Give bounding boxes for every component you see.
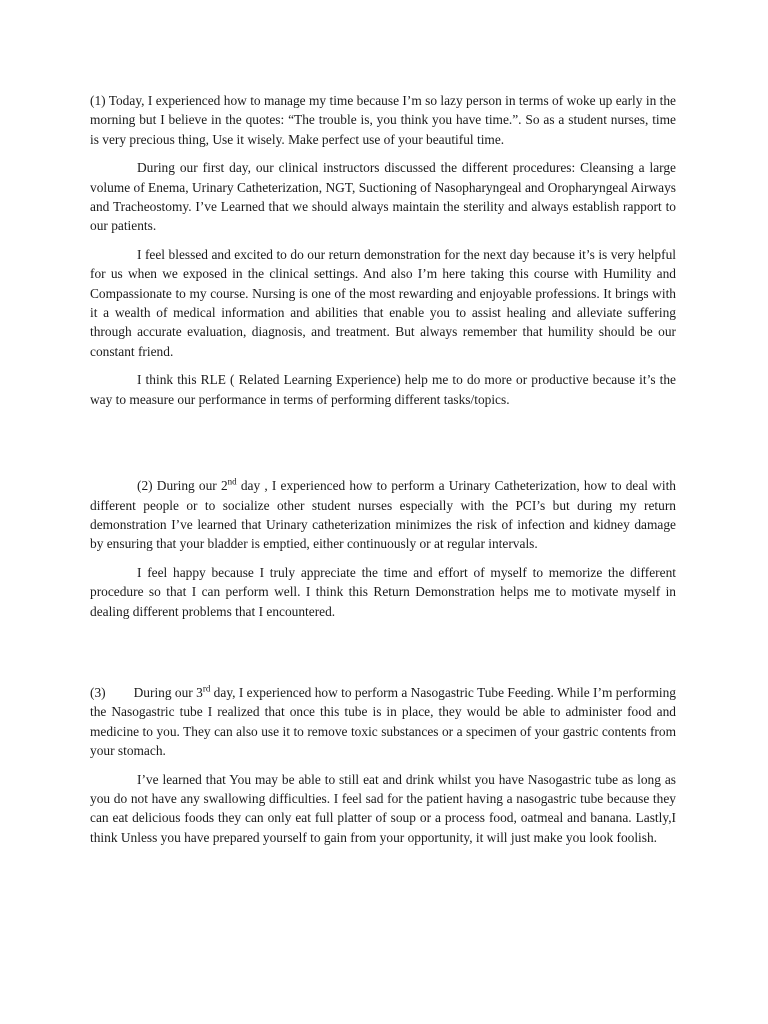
ordinal-suffix: rd bbox=[202, 683, 211, 694]
entry-1-paragraph-1: (1) Today, I experienced how to manage my time because I’m so lazy person in terms of woke up early in the morning but I believe in the quotes: “The trouble is, you think you have time.”. So as a student nurses, time is very precious thing, Use it wisely. Make perfect use of your beautiful time. bbox=[90, 93, 676, 147]
entry-2 bbox=[90, 476, 676, 621]
entry-1-paragraph-2: During our first day, our clinical instructors discussed the different procedures: Cleansing a large volume of Enema, Urinary Catheterization, NGT, Suctioning of Nasopharyngeal and Oropharyngeal Airways and Tracheostomy. I’ve Learned that we should always maintain the sterility and always establish rapport to our patients. bbox=[90, 160, 676, 234]
entry-2-paragraph-1 bbox=[90, 476, 676, 554]
entry-1-paragraph-4: I think this RLE ( Related Learning Experience) help me to do more or productive because it’s the way to measure our performance in terms of performing different tasks/topics. bbox=[90, 372, 676, 407]
entry-3 bbox=[90, 683, 676, 847]
entry-3-number: (3) bbox=[90, 684, 106, 700]
document-page bbox=[90, 91, 676, 847]
entry-3-paragraph-1 bbox=[90, 683, 676, 761]
entry-1 bbox=[90, 91, 676, 409]
entry-1-paragraph-3: I feel blessed and excited to do our return demonstration for the next day because it’s is very helpful for us when we exposed in the clinical settings. And also I’m here taking this course with Humility and Compassionate to my course. Nursing is one of the most rewarding and enjoyable professions. It brings with it a wealth of medical information and abilities that enable you to assist healing and alleviate suffering through accurate evaluation, diagnosis, and treatment. But always remember that humility should be our constant friend. bbox=[90, 246, 676, 359]
entry-3-paragraph-2: I’ve learned that You may be able to still eat and drink whilst you have Nasogastric tube as long as you do not have any swallowing difficulties. I feel sad for the patient having a nasogastric tube because they can eat delicious foods they can only eat full platter of soup or a process food, oatmeal and banana. Lastly,I think Unless you have prepared yourself to gain from your opportunity, it will just make you look foolish. bbox=[90, 771, 676, 845]
entry-3-body: day, I experienced how to perform a Nasogastric Tube Feeding. While I’m performing the Nasogastric tube I realized that once this tube is in place, they would be able to administer food and medicine to you. They can also use it to remove toxic substances or a specimen of your gastric contents from your stomach. bbox=[90, 684, 676, 759]
entry-2-lead: (2) During our 2 bbox=[137, 478, 228, 494]
entry-2-paragraph-2: I feel happy because I truly appreciate the time and effort of myself to memorize the different procedure so that I can perform well. I think this Return Demonstration helps me to motivate myself in dealing different problems that I encountered. bbox=[90, 564, 676, 619]
entry-2-body: day , I experienced how to perform a Urinary Catheterization, how to deal with different people or to socialize other student nurses especially with the PCI’s but during my return demonstration I’ve learned that Urinary catheterization minimizes the risk of infection and kidney damage by ensuring that your bladder is emptied, either continuously or at regular intervals. bbox=[90, 478, 676, 552]
ordinal-suffix: nd bbox=[227, 476, 237, 487]
entry-3-lead: During our 3 bbox=[133, 684, 203, 700]
